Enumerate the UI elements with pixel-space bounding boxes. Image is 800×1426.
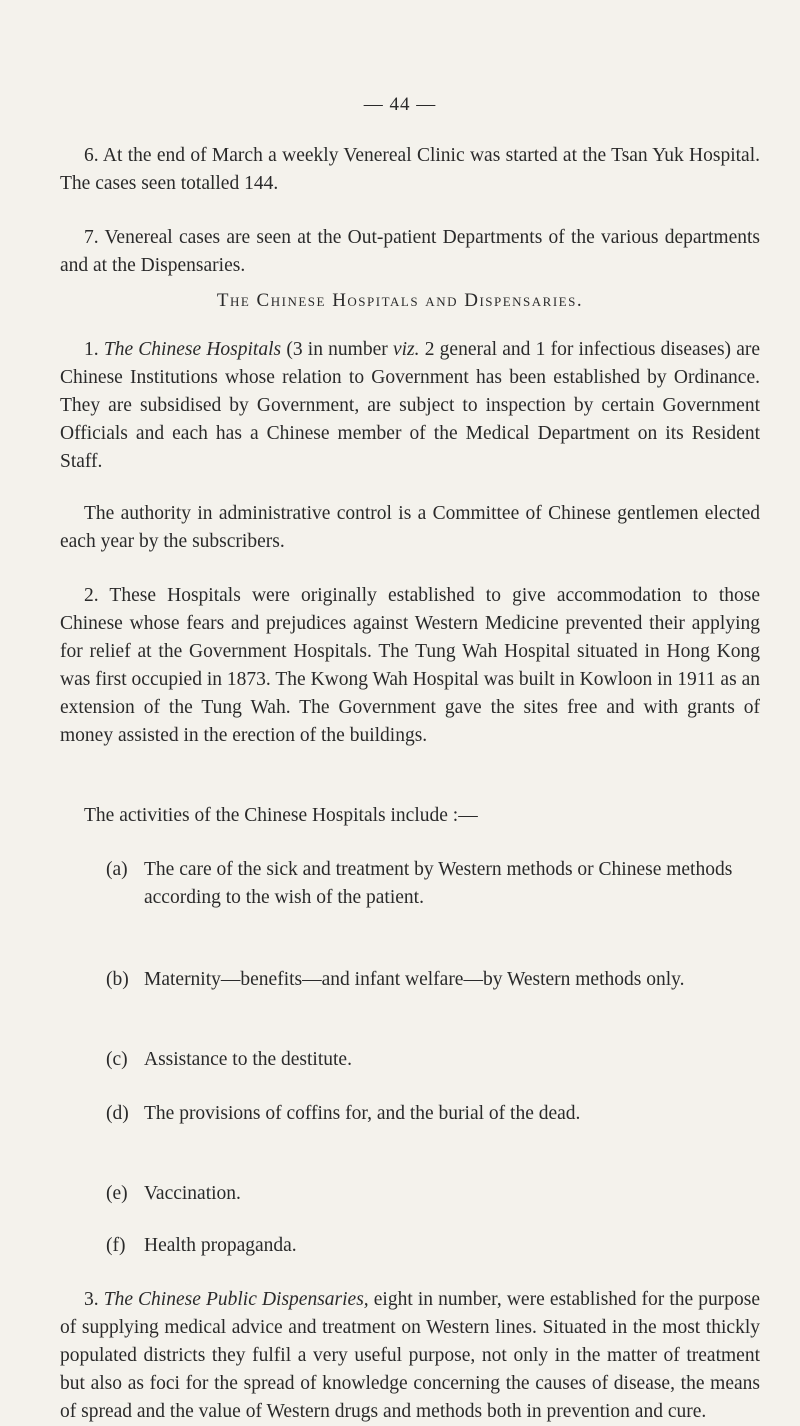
- list-item: [106, 1100, 760, 1128]
- paragraph-1-viz: viz.: [392, 339, 420, 360]
- paragraph-activities: The activities of the Chinese Hospitals include :—: [84, 805, 478, 826]
- list-item-text: Health propaganda.: [144, 1235, 297, 1256]
- list-item-letter: (b): [106, 969, 129, 990]
- list-item: [106, 1180, 760, 1208]
- paragraph-3-rest: eight in number, were established for the purpose of supplying medical advice and treatment on Western lines. Situated in the most thickly populated districts they fulfil a very useful purpose, not only in the matter of treatment but also as foci for the spread of knowledge concerning the causes of disease, the means of spread and the value of Western drugs and methods both in prevention and cure.: [60, 1289, 761, 1422]
- page-number: — 44 —: [363, 94, 437, 115]
- paragraph-1: [60, 336, 760, 476]
- list-item: [106, 1232, 760, 1260]
- list-item-text: Assistance to the destitute.: [144, 1049, 352, 1070]
- paragraph-6: 6. At the end of March a weekly Venereal Clinic was started at the Tsan Yuk Hospital. The cases seen totalled 144.: [60, 145, 760, 194]
- list-item-letter: (c): [106, 1049, 128, 1070]
- list-item-text: The provisions of coffins for, and the burial of the dead.: [144, 1103, 581, 1124]
- paragraph-3: [60, 1286, 761, 1422]
- paragraph-2: 2. These Hospitals were originally established to give accommodation to those Chinese whose fears and prejudices against Western Medicine prevented their applying for relief at the Government Hospitals. The Tung Wah Hospital situated in Hong Kong was first occupied in 1873. The Kwong Wah Hospital was built in Kowloon in 1911 as an extension of the Tung Wah. The Government gave the sites free and with grants of money assisted in the erection of the buildings.: [60, 585, 760, 746]
- list-item-letter: (d): [106, 1103, 129, 1124]
- list-item: [106, 1046, 760, 1074]
- list-item-text: The care of the sick and treatment by Western methods or Chinese methods according to the wish of the patient.: [144, 859, 733, 908]
- list-item-text: Maternity—benefits—and infant welfare—by Western methods only.: [144, 969, 685, 990]
- paragraph-1-mid: (3 in number: [286, 339, 388, 360]
- list-item: [106, 966, 760, 994]
- paragraph-authority: The authority in administrative control is a Committee of Chinese gentlemen elected each year by the subscribers.: [60, 503, 760, 552]
- list-item-letter: (a): [106, 859, 128, 880]
- section-heading: The Chinese Hospitals and Dispensaries.: [216, 290, 584, 311]
- paragraph-3-title: The Chinese Public Dispensaries,: [103, 1289, 369, 1310]
- paragraph-7: 7. Venereal cases are seen at the Out-patient Departments of the various departments and at the Dispensaries.: [60, 227, 760, 276]
- paragraph-1-title: The Chinese Hospitals: [103, 339, 282, 360]
- list-item-letter: (e): [106, 1183, 128, 1204]
- paragraph-3-number: 3.: [84, 1289, 99, 1310]
- list-item-text: Vaccination.: [144, 1183, 241, 1204]
- list-item: [106, 856, 760, 912]
- paragraph-1-number: 1.: [84, 339, 99, 360]
- list-item-letter: (f): [106, 1235, 126, 1256]
- paragraph-1-rest: 2 general and 1 for infectious diseases) are Chinese Institutions whose relation to Government has been established by Ordinance. They are subsidised by Government, are subject to inspection by certain Government Officials and each has a Chinese member of the Medical Department on its Resident Staff.: [60, 339, 761, 472]
